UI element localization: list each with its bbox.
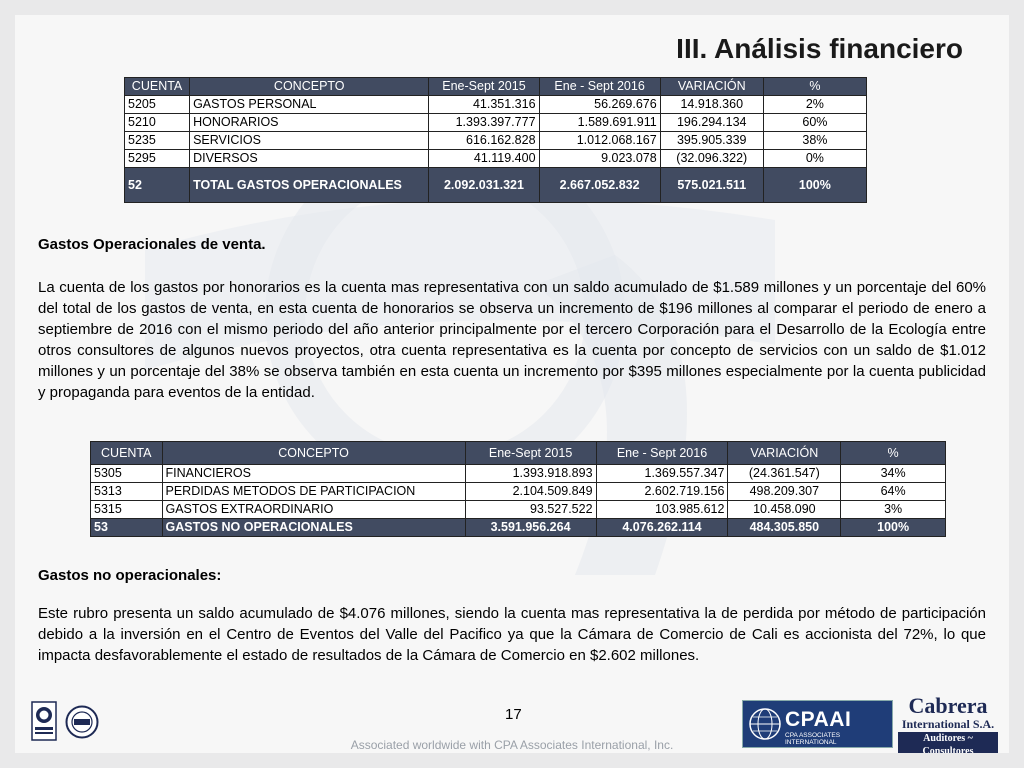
cell-variacion: 14.918.360 bbox=[660, 96, 763, 114]
globe-icon bbox=[748, 707, 782, 741]
cell-variacion: (24.361.547) bbox=[728, 465, 841, 483]
cell-variacion: 196.294.134 bbox=[660, 114, 763, 132]
section-text-no-operacionales: Este rubro presenta un saldo acumulado de $4.076 millones, siendo la cuenta mas representativa la de perdida por método de participación debido a la inversión en el Centro de Eventos del Valle del Pacifico ya que la Cámara de Comercio de Cali es accionista del 72%, lo que impacta desfavorablemente el estado de resultados de la Cámara de Comercio en $2.602 millones. bbox=[38, 605, 986, 664]
cell-concepto: GASTOS PERSONAL bbox=[190, 96, 429, 114]
cell-cuenta: 5315 bbox=[91, 501, 163, 519]
cell-variacion: 10.458.090 bbox=[728, 501, 841, 519]
header-variacion: VARIACIÓN bbox=[660, 78, 763, 96]
section-text-operacionales: La cuenta de los gastos por honorarios es la cuenta mas representativa con un saldo acumulado de $1.589 millones y un porcentaje del 60% del total de los gastos de venta, en esta cuenta de honorarios se observa un incremento de $196 millones al comparar el periodo de enero a septiembre de 2016 con el mismo periodo del año anterior principalmente por el tercero Corporación para el Desarrollo de la Ecología entre otros consultores de algunos nuevos proyectos, otra cuenta representativa es la cuenta por concepto de servicios con un saldo de $1.012 millones y un porcentaje del 38% se observa también en esta cuenta un incremento por $395 millones especialmente por la cuenta publicidad y propaganda para eventos de la entidad. bbox=[38, 279, 986, 401]
table-row bbox=[125, 150, 867, 168]
operational-expenses-table bbox=[124, 77, 867, 203]
total-variacion: 575.021.511 bbox=[660, 168, 763, 203]
slide bbox=[15, 15, 1009, 753]
iso-certification-seal-icon bbox=[31, 701, 57, 741]
total-2015: 2.092.031.321 bbox=[429, 168, 539, 203]
cell-variacion: (32.096.322) bbox=[660, 150, 763, 168]
cell-percent: 60% bbox=[763, 114, 866, 132]
cell-2016: 1.589.691.911 bbox=[539, 114, 660, 132]
total-variacion: 484.305.850 bbox=[728, 519, 841, 537]
table-total-row bbox=[125, 168, 867, 203]
total-2016: 2.667.052.832 bbox=[539, 168, 660, 203]
table-row bbox=[91, 483, 946, 501]
cell-cuenta: 5210 bbox=[125, 114, 190, 132]
cell-2015: 1.393.397.777 bbox=[429, 114, 539, 132]
header-ene-sept-2015: Ene-Sept 2015 bbox=[429, 78, 539, 96]
cell-2015: 1.393.918.893 bbox=[465, 465, 596, 483]
cell-2015: 41.119.400 bbox=[429, 150, 539, 168]
cabrera-subtitle: International S.A. bbox=[901, 717, 995, 731]
header-variacion: VARIACIÓN bbox=[728, 442, 841, 465]
cell-percent: 34% bbox=[841, 465, 946, 483]
table-row bbox=[125, 96, 867, 114]
cabrera-tagline: Auditores ~ Consultores bbox=[898, 732, 998, 753]
total-percent: 100% bbox=[763, 168, 866, 203]
cpaai-name: CPAAI bbox=[785, 708, 852, 731]
cell-2016: 9.023.078 bbox=[539, 150, 660, 168]
cell-variacion: 498.209.307 bbox=[728, 483, 841, 501]
header-percent: % bbox=[841, 442, 946, 465]
page-title: III. Análisis financiero bbox=[676, 33, 963, 64]
cell-percent: 38% bbox=[763, 132, 866, 150]
table-header-row bbox=[125, 78, 867, 96]
footer-text: Associated worldwide with CPA Associates International, Inc. bbox=[350, 738, 674, 752]
table-header-row bbox=[91, 442, 946, 465]
total-cuenta: 52 bbox=[125, 168, 190, 203]
cell-percent: 3% bbox=[841, 501, 946, 519]
non-operational-expenses-table bbox=[90, 441, 946, 537]
table-row bbox=[125, 132, 867, 150]
cell-cuenta: 5305 bbox=[91, 465, 163, 483]
cpaai-logo bbox=[742, 700, 893, 748]
cell-2015: 2.104.509.849 bbox=[465, 483, 596, 501]
cell-concepto: DIVERSOS bbox=[190, 150, 429, 168]
header-percent: % bbox=[763, 78, 866, 96]
total-2016: 4.076.262.114 bbox=[596, 519, 728, 537]
cell-2016: 1.369.557.347 bbox=[596, 465, 728, 483]
total-concepto: GASTOS NO OPERACIONALES bbox=[162, 519, 465, 537]
section-heading-operacionales: Gastos Operacionales de venta. bbox=[38, 236, 266, 253]
header-ene-sept-2016: Ene - Sept 2016 bbox=[596, 442, 728, 465]
cell-concepto: HONORARIOS bbox=[190, 114, 429, 132]
table-row bbox=[125, 114, 867, 132]
cpaai-subtitle: CPA ASSOCIATES INTERNATIONAL bbox=[785, 732, 841, 746]
cell-2015: 616.162.828 bbox=[429, 132, 539, 150]
cell-cuenta: 5295 bbox=[125, 150, 190, 168]
inet-certification-seal-icon bbox=[65, 705, 99, 739]
page-number: 17 bbox=[505, 706, 522, 723]
cell-2016: 103.985.612 bbox=[596, 501, 728, 519]
cell-2015: 93.527.522 bbox=[465, 501, 596, 519]
table-total-row bbox=[91, 519, 946, 537]
cell-concepto: PERDIDAS METODOS DE PARTICIPACION bbox=[162, 483, 465, 501]
header-ene-sept-2015: Ene-Sept 2015 bbox=[465, 442, 596, 465]
table-row bbox=[91, 501, 946, 519]
total-concepto: TOTAL GASTOS OPERACIONALES bbox=[190, 168, 429, 203]
cell-percent: 2% bbox=[763, 96, 866, 114]
cell-cuenta: 5205 bbox=[125, 96, 190, 114]
cell-percent: 64% bbox=[841, 483, 946, 501]
cabrera-logo bbox=[898, 693, 998, 753]
cabrera-name: Cabrera bbox=[908, 693, 988, 718]
cell-2016: 56.269.676 bbox=[539, 96, 660, 114]
cell-concepto: SERVICIOS bbox=[190, 132, 429, 150]
header-concepto: CONCEPTO bbox=[190, 78, 429, 96]
total-percent: 100% bbox=[841, 519, 946, 537]
header-concepto: CONCEPTO bbox=[162, 442, 465, 465]
table-row bbox=[91, 465, 946, 483]
cell-percent: 0% bbox=[763, 150, 866, 168]
cell-2016: 2.602.719.156 bbox=[596, 483, 728, 501]
cell-2015: 41.351.316 bbox=[429, 96, 539, 114]
section-heading-no-operacionales: Gastos no operacionales: bbox=[38, 567, 222, 584]
cell-variacion: 395.905.339 bbox=[660, 132, 763, 150]
cell-concepto: FINANCIEROS bbox=[162, 465, 465, 483]
total-cuenta: 53 bbox=[91, 519, 163, 537]
header-cuenta: CUENTA bbox=[91, 442, 163, 465]
cell-concepto: GASTOS EXTRAORDINARIO bbox=[162, 501, 465, 519]
header-cuenta: CUENTA bbox=[125, 78, 190, 96]
header-ene-sept-2016: Ene - Sept 2016 bbox=[539, 78, 660, 96]
total-2015: 3.591.956.264 bbox=[465, 519, 596, 537]
cell-2016: 1.012.068.167 bbox=[539, 132, 660, 150]
cell-cuenta: 5235 bbox=[125, 132, 190, 150]
cell-cuenta: 5313 bbox=[91, 483, 163, 501]
